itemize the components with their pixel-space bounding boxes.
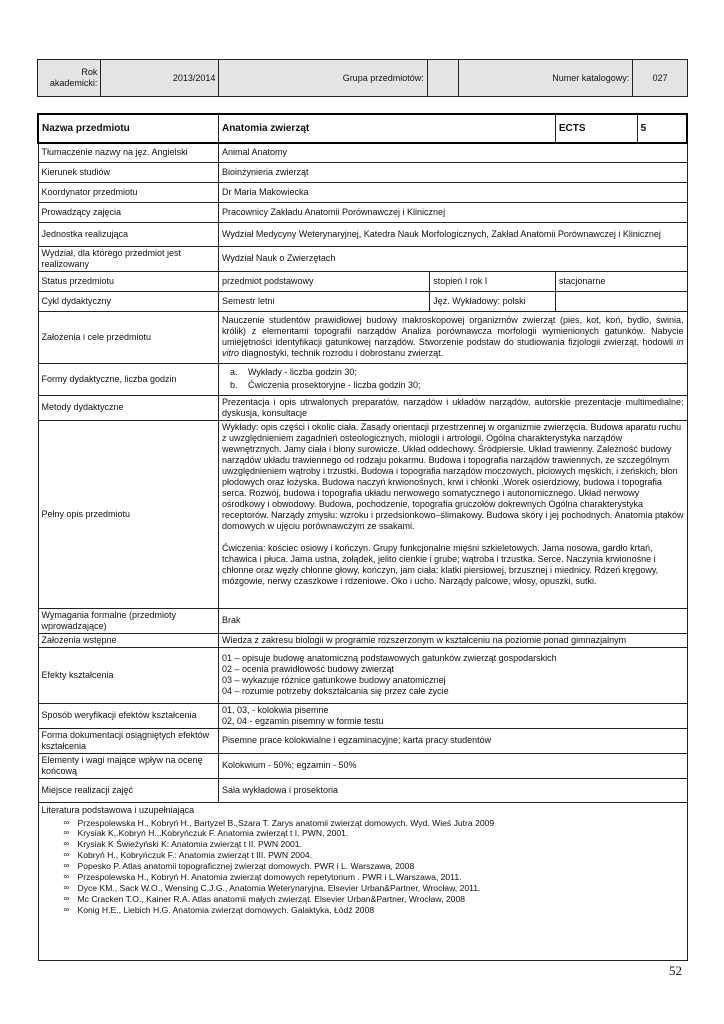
metody-label: Metody dydaktyczne bbox=[38, 395, 218, 420]
grupa-value bbox=[427, 60, 458, 97]
literatura-cell bbox=[38, 802, 687, 960]
literatura-item: ∞ Dyce KM., Sack W.O., Wensing C.J.G., Anatomia Weterynaryjna. Elsevier Urban&Partner, Wrocław, 2011. bbox=[78, 883, 684, 894]
literatura-item: ∞ Mc Cracken T.O., Kainer R.A. Atlas anatomii małych zwierząt. Elsevier Urban&Partner, Wrocław, 2008 bbox=[78, 894, 684, 905]
wymagania-value: Brak bbox=[218, 608, 687, 633]
sposob-line: 02, 04 - egzamin pisemny w formie testu bbox=[221, 715, 384, 726]
opis-wyklady: Wykłady: opis części i okolic ciała. Zasady orientacji przestrzennej w organizmie zwierzęcia. Budowa aparatu ruchu z uwzględnieniem zagadnień osteologicznych, miologii i artrologii. Ogólna charakterystyka narządów wewnętrznych. Jamy ciała i błony surowicze. Układ oddechowy. Śródpiersie. Układ trawienny. Zależność budowy narządów układu trawiennego od rodzaju pokarmu. Budowa i topografia narządów trawiennych, ze szczególnym uwzględnieniem wątroby i trzustki. Budowa i topografia narządów moczowych, płciowych męskich, i żeńskich, błon płodowych oraz łożyska. Budowa naczyń krwionośnych, krwi i chłonki .Worek osierdziowy, budowa i topografia serca. Rozwój, budowa i topografia układu nerwowego somatycznego i autonomicznego. Układ nerwowy ośrodkowy i obwodowy. Budowa, pochodzenie, topografia gruczołów dokrewnych Ogólna charakterystyka receptorów. Narządy zmysłu: wzroku i przedsionkowo–ślimakowy. Budowa skóry i jej pochodnych. Anatomia ptaków domowych w ujęciu porównawczym ze ssakami. bbox=[221, 421, 684, 531]
zalozenia-text-italic: in vitro bbox=[221, 337, 684, 358]
formy-label: Formy dydaktyczne, liczba godzin bbox=[38, 363, 218, 395]
jednostka-label: Jednostka realizująca bbox=[38, 222, 218, 246]
title-row bbox=[38, 114, 687, 143]
numer-value: 027 bbox=[633, 60, 688, 97]
wymagania-label: Wymagania formalne (przedmioty wprowadzające) bbox=[38, 608, 218, 633]
rok-value: 2013/2014 bbox=[101, 60, 219, 97]
literatura-item: ∞ Popesko P. Atlas anatomii topograficznej zwierząt domowych. PWR i L. Warszawa, 2008 bbox=[78, 861, 684, 872]
formy-item: b. Ćwiczenia prosektoryjne - liczba godzin 30; bbox=[240, 380, 684, 391]
nazwa-value: Anatomia zwierząt bbox=[218, 114, 555, 143]
tlumaczenie-label: Tłumaczenie nazwy na jęz. Angielski bbox=[38, 143, 218, 162]
sposob-value bbox=[218, 703, 687, 728]
ects-value: 5 bbox=[637, 114, 687, 143]
zalozenia-text-a: Nauczenie studentów prawidłowej budowy makroskopowej organizmów zwierząt (pies, kot, koń, bydło, świnia, królik) z elementami topografii narządów Analiza porównawcza morfologii wymienionych gatunków. Nabycie umiejętności identyfikacji gatunkowej narządów. Stworzenie podstaw do studiowania fizjologii zwierząt, hodowli bbox=[221, 315, 684, 347]
efekt-line: 04 – rozumie potrzeby dokształcania się przez całe życie bbox=[221, 686, 449, 696]
koordynator-value: Dr Maria Makowiecka bbox=[218, 182, 687, 202]
literatura-item: ∞ Krysiak K,.Kobryń H.,.Kobryńczuk F. Anatomia zwierząt t I. PWN, 2001. bbox=[78, 828, 684, 839]
forma-dok-label: Forma dokumentacji osiągniętych efektów kształcenia bbox=[38, 728, 218, 753]
status-stopien: stopień I rok I bbox=[430, 271, 556, 291]
cykl-label: Cykl dydaktyczny bbox=[38, 291, 218, 311]
formy-value bbox=[218, 363, 687, 395]
miejsce-value: Sala wykładowa i prosektoria bbox=[218, 778, 687, 802]
zal-wstepne-value: Wiedza z zakresu biologii w programie rozszerzonym w kształceniu na poziomie ponad gimnazjalnym bbox=[218, 633, 687, 647]
numer-label: Numer katalogowy: bbox=[458, 60, 632, 97]
formy-item: a. Wykłady - liczba godzin 30; bbox=[240, 367, 684, 378]
status-value: przedmiot podstawowy bbox=[218, 271, 429, 291]
opis-value bbox=[218, 420, 687, 608]
ects-label: ECTS bbox=[555, 114, 637, 143]
course-table bbox=[37, 113, 688, 961]
miejsce-label: Miejsce realizacji zajęć bbox=[38, 778, 218, 802]
header-table bbox=[37, 59, 688, 97]
cykl-jezyk: Jęz. Wykładowy: polski bbox=[430, 291, 556, 311]
sposob-line: 01, 03, - kolokwia pisemne bbox=[221, 704, 329, 715]
literatura-item: ∞ Kobryń H., Kobryńczuk F.: Anatomia zwierząt t III. PWN 2004. bbox=[78, 850, 684, 861]
wydzial-label: Wydział, dla którego przedmiot jest realizowany bbox=[38, 246, 218, 271]
kierunek-label: Kierunek studiów bbox=[38, 162, 218, 182]
elementy-value: Kolokwium - 50%; egzamin - 50% bbox=[218, 753, 687, 778]
metody-value: Prezentacja i opis utrwalonych preparatów, narządów i układów narządów, autorskie prezentacje multimedialne; dyskusja, konsultacje bbox=[218, 395, 687, 420]
formy-list bbox=[222, 367, 684, 391]
prowadzacy-value: Pracownicy Zakładu Anatomii Porównawczej i Klinicznej bbox=[218, 202, 687, 222]
zalozenia-value bbox=[218, 311, 687, 363]
efekt-line: 01 – opisuje budowę anatomiczną podstawowych gatunków zwierząt gospodarskich bbox=[221, 653, 557, 663]
nazwa-label: Nazwa przedmiotu bbox=[38, 114, 218, 143]
literatura-list bbox=[42, 818, 684, 916]
zalozenia-text-b: diagnostyki, technik rozrodu i dobrostanu zwierząt. bbox=[238, 348, 444, 358]
sposob-label: Sposób weryfikacji efektów kształcenia bbox=[38, 703, 218, 728]
page-number: 52 bbox=[669, 963, 682, 978]
zalozenia-label: Założenia i cele przedmiotu bbox=[38, 311, 218, 363]
forma-dok-value: Pisemne prace kolokwialne i egzaminacyjne; karta pracy studentów bbox=[218, 728, 687, 753]
opis-cwiczenia: Ćwiczenia: kościec osiowy i kończyn. Grupy funkcjonalne mięśni szkieletowych. Jama nosowa, gardło krtań, tchawica i płuca. Jama ustna, żołądek, jelito cienkie i grube; wątroba i trzustka. Serce. Naczynia krwionośne i chłonne oraz węzły chłonne głowy, kończyn, jam ciała: klatki piersiowej, brzusznej i miednicy. Rdzeń kręgowy, mózgowie, nerwy czaszkowe i rdzeniowe. Oko i ucho. Narządy palcowe, włosy, opuszki, sutki. bbox=[221, 542, 659, 586]
literatura-item: ∞ Krysiak K Świeżyński K: Anatomia zwierząt t II. PWN 2001. bbox=[78, 839, 684, 850]
zal-wstepne-label: Założenia wstępne bbox=[38, 633, 218, 647]
wydzial-value: Wydział Nauk o Zwierzętach bbox=[218, 246, 687, 271]
efekty-value bbox=[218, 647, 687, 703]
elementy-label: Elementy i wagi mające wpływ na ocenę końcową bbox=[38, 753, 218, 778]
cykl-value: Semestr letni bbox=[218, 291, 429, 311]
literatura-item: ∞ Konig H.E., Liebich H.G. Anatomia zwierząt domowych. Galaktyka, Łódź 2008 bbox=[78, 905, 684, 916]
literatura-item: ∞ Przespolewska H., Kobryń H. Anatomia zwierząt domowych repetytorium . PWR i L.Warszawa, 2011. bbox=[78, 872, 684, 883]
tlumaczenie-value: Animal Anatomy bbox=[218, 143, 687, 162]
cykl-empty bbox=[555, 291, 687, 311]
kierunek-value: Bioinżynieria zwierząt bbox=[218, 162, 687, 182]
efekt-line: 02 – ocenia prawidłowość budowy zwierząt bbox=[221, 664, 395, 674]
rok-label: Rok akademicki: bbox=[38, 60, 101, 97]
efekty-label: Efekty kształcenia bbox=[38, 647, 218, 703]
grupa-label: Grupa przedmiotów: bbox=[219, 60, 427, 97]
literatura-item: ∞ Przespolewska H., Kobryń H., Bartyzel B.,Szara T. Zarys anatomii zwierząt domowych. Wyd. Wieś Jutra 2009 bbox=[78, 818, 684, 829]
opis-label: Pełny opis przedmiotu bbox=[38, 420, 218, 608]
status-label: Status przedmiotu bbox=[38, 271, 218, 291]
jednostka-value: Wydział Medycyny Weterynaryjnej, Katedra Nauk Morfologicznych, Zakład Anatomii Porównawczej i Klinicznej bbox=[218, 222, 687, 246]
literatura-heading: Literatura podstawowa i uzupełniająca bbox=[41, 804, 195, 815]
efekt-line: 03 – wykazuje różnice gatunkowe budowy anatomicznej bbox=[221, 675, 446, 685]
koordynator-label: Koordynator przedmiotu bbox=[38, 182, 218, 202]
prowadzacy-label: Prowadzący zajęcia bbox=[38, 202, 218, 222]
status-forma: stacjonarne bbox=[555, 271, 687, 291]
